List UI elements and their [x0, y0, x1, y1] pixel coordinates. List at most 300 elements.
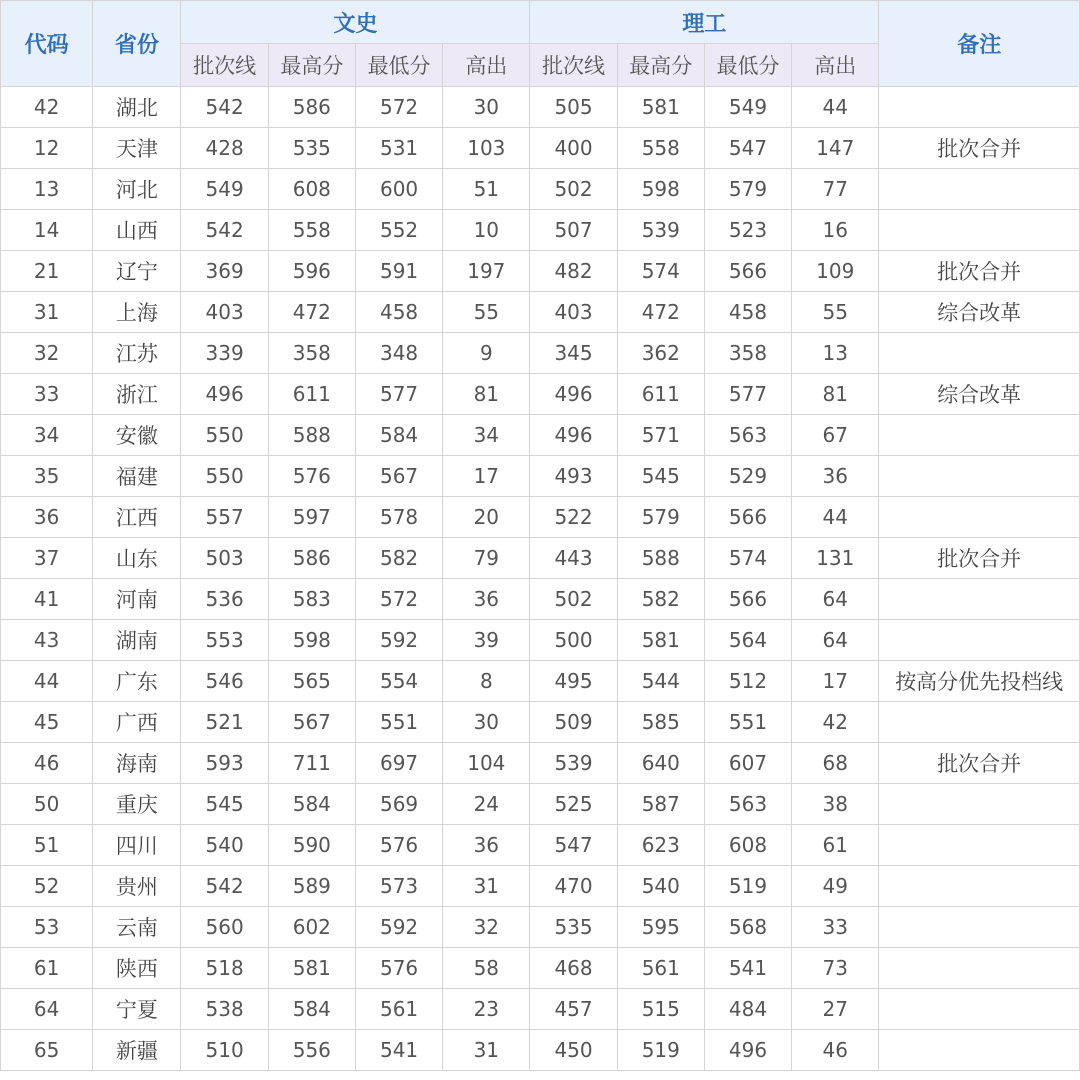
science-score-cell: 640	[617, 743, 704, 784]
science-score-cell: 502	[530, 169, 617, 210]
remark-cell	[879, 210, 1080, 251]
liberal-arts-score-cell: 596	[268, 251, 355, 292]
subheader-cell: 高出	[443, 44, 530, 87]
table-row	[1, 1030, 1080, 1071]
table-row	[1, 210, 1080, 251]
code-cell: 61	[1, 948, 93, 989]
code-cell: 64	[1, 989, 93, 1030]
code-cell: 34	[1, 415, 93, 456]
science-score-cell: 450	[530, 1030, 617, 1071]
code-cell: 50	[1, 784, 93, 825]
province-cell: 广东	[93, 661, 181, 702]
science-score-cell: 571	[617, 415, 704, 456]
table-header	[1, 1, 1080, 87]
liberal-arts-score-cell: 546	[181, 661, 268, 702]
remark-cell: 批次合并	[879, 538, 1080, 579]
liberal-arts-score-cell: 591	[355, 251, 442, 292]
liberal-arts-score-cell: 32	[443, 907, 530, 948]
science-score-cell: 564	[704, 620, 791, 661]
remark-cell	[879, 825, 1080, 866]
liberal-arts-score-cell: 536	[181, 579, 268, 620]
science-score-cell: 362	[617, 333, 704, 374]
province-cell: 山西	[93, 210, 181, 251]
science-score-cell: 472	[617, 292, 704, 333]
science-score-cell: 496	[704, 1030, 791, 1071]
science-score-cell: 77	[792, 169, 879, 210]
liberal-arts-score-cell: 538	[181, 989, 268, 1030]
science-score-cell: 523	[704, 210, 791, 251]
province-cell: 贵州	[93, 866, 181, 907]
liberal-arts-score-cell: 197	[443, 251, 530, 292]
remark-cell	[879, 784, 1080, 825]
remark-cell	[879, 1030, 1080, 1071]
science-score-cell: 507	[530, 210, 617, 251]
liberal-arts-score-cell: 8	[443, 661, 530, 702]
science-score-cell: 495	[530, 661, 617, 702]
science-score-cell: 33	[792, 907, 879, 948]
science-score-cell: 540	[617, 866, 704, 907]
liberal-arts-score-cell: 81	[443, 374, 530, 415]
liberal-arts-score-cell: 79	[443, 538, 530, 579]
science-score-cell: 403	[530, 292, 617, 333]
liberal-arts-score-cell: 561	[355, 989, 442, 1030]
code-cell: 33	[1, 374, 93, 415]
table-row	[1, 374, 1080, 415]
science-score-cell: 496	[530, 415, 617, 456]
province-cell: 天津	[93, 128, 181, 169]
liberal-arts-score-cell: 17	[443, 456, 530, 497]
table-row	[1, 702, 1080, 743]
code-cell: 21	[1, 251, 93, 292]
science-score-cell: 608	[704, 825, 791, 866]
science-score-cell: 549	[704, 87, 791, 128]
liberal-arts-score-cell: 589	[268, 866, 355, 907]
liberal-arts-score-cell: 403	[181, 292, 268, 333]
science-score-cell: 496	[530, 374, 617, 415]
science-score-cell: 468	[530, 948, 617, 989]
liberal-arts-score-cell: 542	[181, 87, 268, 128]
liberal-arts-score-cell: 572	[355, 87, 442, 128]
liberal-arts-score-cell: 518	[181, 948, 268, 989]
code-cell: 46	[1, 743, 93, 784]
table-row	[1, 743, 1080, 784]
liberal-arts-score-cell: 550	[181, 456, 268, 497]
science-score-cell: 547	[704, 128, 791, 169]
subheader-cell: 最低分	[704, 44, 791, 87]
province-cell: 山东	[93, 538, 181, 579]
liberal-arts-score-cell: 711	[268, 743, 355, 784]
remark-cell: 综合改革	[879, 374, 1080, 415]
province-cell: 江西	[93, 497, 181, 538]
liberal-arts-score-cell: 30	[443, 87, 530, 128]
science-score-cell: 68	[792, 743, 879, 784]
science-score-cell: 400	[530, 128, 617, 169]
science-score-cell: 566	[704, 251, 791, 292]
liberal-arts-score-cell: 554	[355, 661, 442, 702]
liberal-arts-score-cell: 600	[355, 169, 442, 210]
science-score-cell: 27	[792, 989, 879, 1030]
liberal-arts-score-cell: 9	[443, 333, 530, 374]
liberal-arts-score-cell: 608	[268, 169, 355, 210]
science-score-cell: 525	[530, 784, 617, 825]
science-score-cell: 13	[792, 333, 879, 374]
science-score-cell: 579	[704, 169, 791, 210]
remark-cell	[879, 948, 1080, 989]
science-score-cell: 545	[617, 456, 704, 497]
liberal-arts-score-cell: 36	[443, 825, 530, 866]
science-score-cell: 67	[792, 415, 879, 456]
table-row	[1, 538, 1080, 579]
remark-cell	[879, 415, 1080, 456]
liberal-arts-score-cell: 578	[355, 497, 442, 538]
science-score-cell: 61	[792, 825, 879, 866]
science-score-cell: 443	[530, 538, 617, 579]
science-score-cell: 585	[617, 702, 704, 743]
liberal-arts-score-cell: 550	[181, 415, 268, 456]
liberal-arts-score-cell: 428	[181, 128, 268, 169]
liberal-arts-score-cell: 552	[355, 210, 442, 251]
liberal-arts-score-cell: 565	[268, 661, 355, 702]
liberal-arts-score-cell: 567	[268, 702, 355, 743]
liberal-arts-score-cell: 553	[181, 620, 268, 661]
science-score-cell: 512	[704, 661, 791, 702]
table-row	[1, 948, 1080, 989]
liberal-arts-score-cell: 586	[268, 87, 355, 128]
science-score-cell: 147	[792, 128, 879, 169]
science-score-cell: 566	[704, 497, 791, 538]
science-score-cell: 493	[530, 456, 617, 497]
science-score-cell: 544	[617, 661, 704, 702]
header-province: 省份	[93, 1, 181, 87]
science-score-cell: 64	[792, 620, 879, 661]
header-science: 理工	[530, 1, 879, 44]
table-row	[1, 497, 1080, 538]
liberal-arts-score-cell: 588	[268, 415, 355, 456]
table-row	[1, 251, 1080, 292]
remark-cell: 综合改革	[879, 292, 1080, 333]
liberal-arts-score-cell: 31	[443, 1030, 530, 1071]
remark-cell: 按高分优先投档线	[879, 661, 1080, 702]
liberal-arts-score-cell: 496	[181, 374, 268, 415]
liberal-arts-score-cell: 560	[181, 907, 268, 948]
province-cell: 福建	[93, 456, 181, 497]
liberal-arts-score-cell: 540	[181, 825, 268, 866]
science-score-cell: 81	[792, 374, 879, 415]
science-score-cell: 109	[792, 251, 879, 292]
science-score-cell: 623	[617, 825, 704, 866]
science-score-cell: 579	[617, 497, 704, 538]
science-score-cell: 566	[704, 579, 791, 620]
table-body	[1, 87, 1080, 1071]
header-code: 代码	[1, 1, 93, 87]
science-score-cell: 561	[617, 948, 704, 989]
table-row	[1, 989, 1080, 1030]
liberal-arts-score-cell: 586	[268, 538, 355, 579]
liberal-arts-score-cell: 535	[268, 128, 355, 169]
table-row	[1, 87, 1080, 128]
liberal-arts-score-cell: 592	[355, 907, 442, 948]
science-score-cell: 515	[617, 989, 704, 1030]
science-score-cell: 49	[792, 866, 879, 907]
liberal-arts-score-cell: 581	[268, 948, 355, 989]
province-cell: 四川	[93, 825, 181, 866]
liberal-arts-score-cell: 551	[355, 702, 442, 743]
science-score-cell: 551	[704, 702, 791, 743]
liberal-arts-score-cell: 36	[443, 579, 530, 620]
science-score-cell: 519	[617, 1030, 704, 1071]
liberal-arts-score-cell: 697	[355, 743, 442, 784]
table-row	[1, 866, 1080, 907]
science-score-cell: 588	[617, 538, 704, 579]
liberal-arts-score-cell: 31	[443, 866, 530, 907]
remark-cell: 批次合并	[879, 251, 1080, 292]
science-score-cell: 547	[530, 825, 617, 866]
code-cell: 53	[1, 907, 93, 948]
province-cell: 湖南	[93, 620, 181, 661]
table-row	[1, 169, 1080, 210]
code-cell: 44	[1, 661, 93, 702]
science-score-cell: 457	[530, 989, 617, 1030]
science-score-cell: 502	[530, 579, 617, 620]
remark-cell	[879, 87, 1080, 128]
liberal-arts-score-cell: 549	[181, 169, 268, 210]
science-score-cell: 539	[617, 210, 704, 251]
science-score-cell: 581	[617, 87, 704, 128]
liberal-arts-score-cell: 611	[268, 374, 355, 415]
science-score-cell: 577	[704, 374, 791, 415]
science-score-cell: 607	[704, 743, 791, 784]
liberal-arts-score-cell: 472	[268, 292, 355, 333]
science-score-cell: 595	[617, 907, 704, 948]
remark-cell	[879, 333, 1080, 374]
liberal-arts-score-cell: 369	[181, 251, 268, 292]
science-score-cell: 44	[792, 87, 879, 128]
province-cell: 浙江	[93, 374, 181, 415]
science-score-cell: 529	[704, 456, 791, 497]
science-score-cell: 574	[704, 538, 791, 579]
liberal-arts-score-cell: 577	[355, 374, 442, 415]
province-cell: 宁夏	[93, 989, 181, 1030]
table-row	[1, 292, 1080, 333]
liberal-arts-score-cell: 531	[355, 128, 442, 169]
subheader-cell: 最低分	[355, 44, 442, 87]
liberal-arts-score-cell: 51	[443, 169, 530, 210]
province-cell: 广西	[93, 702, 181, 743]
liberal-arts-score-cell: 545	[181, 784, 268, 825]
science-score-cell: 539	[530, 743, 617, 784]
liberal-arts-score-cell: 602	[268, 907, 355, 948]
liberal-arts-score-cell: 55	[443, 292, 530, 333]
province-cell: 重庆	[93, 784, 181, 825]
subheader-cell: 最高分	[617, 44, 704, 87]
liberal-arts-score-cell: 598	[268, 620, 355, 661]
province-cell: 河南	[93, 579, 181, 620]
code-cell: 35	[1, 456, 93, 497]
science-score-cell: 541	[704, 948, 791, 989]
liberal-arts-score-cell: 584	[268, 989, 355, 1030]
code-cell: 31	[1, 292, 93, 333]
liberal-arts-score-cell: 542	[181, 210, 268, 251]
remark-cell: 批次合并	[879, 128, 1080, 169]
liberal-arts-score-cell: 24	[443, 784, 530, 825]
science-score-cell: 522	[530, 497, 617, 538]
liberal-arts-score-cell: 103	[443, 128, 530, 169]
science-score-cell: 587	[617, 784, 704, 825]
science-score-cell: 38	[792, 784, 879, 825]
science-score-cell: 505	[530, 87, 617, 128]
subheader-cell: 批次线	[181, 44, 268, 87]
table-row	[1, 907, 1080, 948]
remark-cell	[879, 456, 1080, 497]
remark-cell	[879, 907, 1080, 948]
liberal-arts-score-cell: 39	[443, 620, 530, 661]
liberal-arts-score-cell: 584	[268, 784, 355, 825]
liberal-arts-score-cell: 30	[443, 702, 530, 743]
liberal-arts-score-cell: 510	[181, 1030, 268, 1071]
science-score-cell: 358	[704, 333, 791, 374]
science-score-cell: 509	[530, 702, 617, 743]
science-score-cell: 16	[792, 210, 879, 251]
province-cell: 安徽	[93, 415, 181, 456]
science-score-cell: 563	[704, 415, 791, 456]
code-cell: 51	[1, 825, 93, 866]
science-score-cell: 581	[617, 620, 704, 661]
remark-cell	[879, 620, 1080, 661]
code-cell: 42	[1, 87, 93, 128]
liberal-arts-score-cell: 521	[181, 702, 268, 743]
code-cell: 65	[1, 1030, 93, 1071]
science-score-cell: 611	[617, 374, 704, 415]
science-score-cell: 535	[530, 907, 617, 948]
science-score-cell: 582	[617, 579, 704, 620]
liberal-arts-score-cell: 10	[443, 210, 530, 251]
subheader-cell: 高出	[792, 44, 879, 87]
code-cell: 32	[1, 333, 93, 374]
liberal-arts-score-cell: 576	[355, 948, 442, 989]
science-score-cell: 574	[617, 251, 704, 292]
liberal-arts-score-cell: 23	[443, 989, 530, 1030]
science-score-cell: 345	[530, 333, 617, 374]
science-score-cell: 36	[792, 456, 879, 497]
liberal-arts-score-cell: 34	[443, 415, 530, 456]
science-score-cell: 46	[792, 1030, 879, 1071]
liberal-arts-score-cell: 541	[355, 1030, 442, 1071]
code-cell: 41	[1, 579, 93, 620]
province-cell: 云南	[93, 907, 181, 948]
liberal-arts-score-cell: 583	[268, 579, 355, 620]
code-cell: 36	[1, 497, 93, 538]
code-cell: 45	[1, 702, 93, 743]
science-score-cell: 470	[530, 866, 617, 907]
science-score-cell: 44	[792, 497, 879, 538]
remark-cell	[879, 497, 1080, 538]
province-cell: 河北	[93, 169, 181, 210]
code-cell: 12	[1, 128, 93, 169]
science-score-cell: 558	[617, 128, 704, 169]
liberal-arts-score-cell: 569	[355, 784, 442, 825]
liberal-arts-score-cell: 458	[355, 292, 442, 333]
liberal-arts-score-cell: 593	[181, 743, 268, 784]
table-row	[1, 415, 1080, 456]
table-row	[1, 579, 1080, 620]
science-score-cell: 568	[704, 907, 791, 948]
remark-cell	[879, 866, 1080, 907]
remark-cell	[879, 702, 1080, 743]
liberal-arts-score-cell: 584	[355, 415, 442, 456]
science-score-cell: 482	[530, 251, 617, 292]
remark-cell: 批次合并	[879, 743, 1080, 784]
liberal-arts-score-cell: 558	[268, 210, 355, 251]
province-cell: 陕西	[93, 948, 181, 989]
science-score-cell: 563	[704, 784, 791, 825]
liberal-arts-score-cell: 20	[443, 497, 530, 538]
liberal-arts-score-cell: 358	[268, 333, 355, 374]
province-cell: 新疆	[93, 1030, 181, 1071]
liberal-arts-score-cell: 567	[355, 456, 442, 497]
code-cell: 13	[1, 169, 93, 210]
liberal-arts-score-cell: 590	[268, 825, 355, 866]
liberal-arts-score-cell: 597	[268, 497, 355, 538]
table-row	[1, 661, 1080, 702]
liberal-arts-score-cell: 592	[355, 620, 442, 661]
header-liberal-arts: 文史	[181, 1, 530, 44]
province-cell: 江苏	[93, 333, 181, 374]
province-cell: 湖北	[93, 87, 181, 128]
science-score-cell: 500	[530, 620, 617, 661]
science-score-cell: 73	[792, 948, 879, 989]
province-cell: 辽宁	[93, 251, 181, 292]
liberal-arts-score-cell: 503	[181, 538, 268, 579]
remark-cell	[879, 169, 1080, 210]
science-score-cell: 55	[792, 292, 879, 333]
liberal-arts-score-cell: 576	[268, 456, 355, 497]
header-remark: 备注	[879, 1, 1080, 87]
liberal-arts-score-cell: 542	[181, 866, 268, 907]
liberal-arts-score-cell: 58	[443, 948, 530, 989]
table-row	[1, 456, 1080, 497]
science-score-cell: 64	[792, 579, 879, 620]
liberal-arts-score-cell: 348	[355, 333, 442, 374]
liberal-arts-score-cell: 556	[268, 1030, 355, 1071]
code-cell: 37	[1, 538, 93, 579]
code-cell: 14	[1, 210, 93, 251]
liberal-arts-score-cell: 572	[355, 579, 442, 620]
liberal-arts-score-cell: 557	[181, 497, 268, 538]
province-cell: 海南	[93, 743, 181, 784]
liberal-arts-score-cell: 573	[355, 866, 442, 907]
science-score-cell: 458	[704, 292, 791, 333]
subheader-cell: 最高分	[268, 44, 355, 87]
code-cell: 52	[1, 866, 93, 907]
province-cell: 上海	[93, 292, 181, 333]
header-row-main	[1, 1, 1080, 44]
liberal-arts-score-cell: 582	[355, 538, 442, 579]
subheader-cell: 批次线	[530, 44, 617, 87]
liberal-arts-score-cell: 339	[181, 333, 268, 374]
science-score-cell: 42	[792, 702, 879, 743]
liberal-arts-score-cell: 576	[355, 825, 442, 866]
remark-cell	[879, 579, 1080, 620]
science-score-cell: 131	[792, 538, 879, 579]
remark-cell	[879, 989, 1080, 1030]
table-row	[1, 620, 1080, 661]
table-row	[1, 825, 1080, 866]
science-score-cell: 484	[704, 989, 791, 1030]
table-row	[1, 784, 1080, 825]
science-score-cell: 598	[617, 169, 704, 210]
science-score-cell: 519	[704, 866, 791, 907]
table-row	[1, 128, 1080, 169]
